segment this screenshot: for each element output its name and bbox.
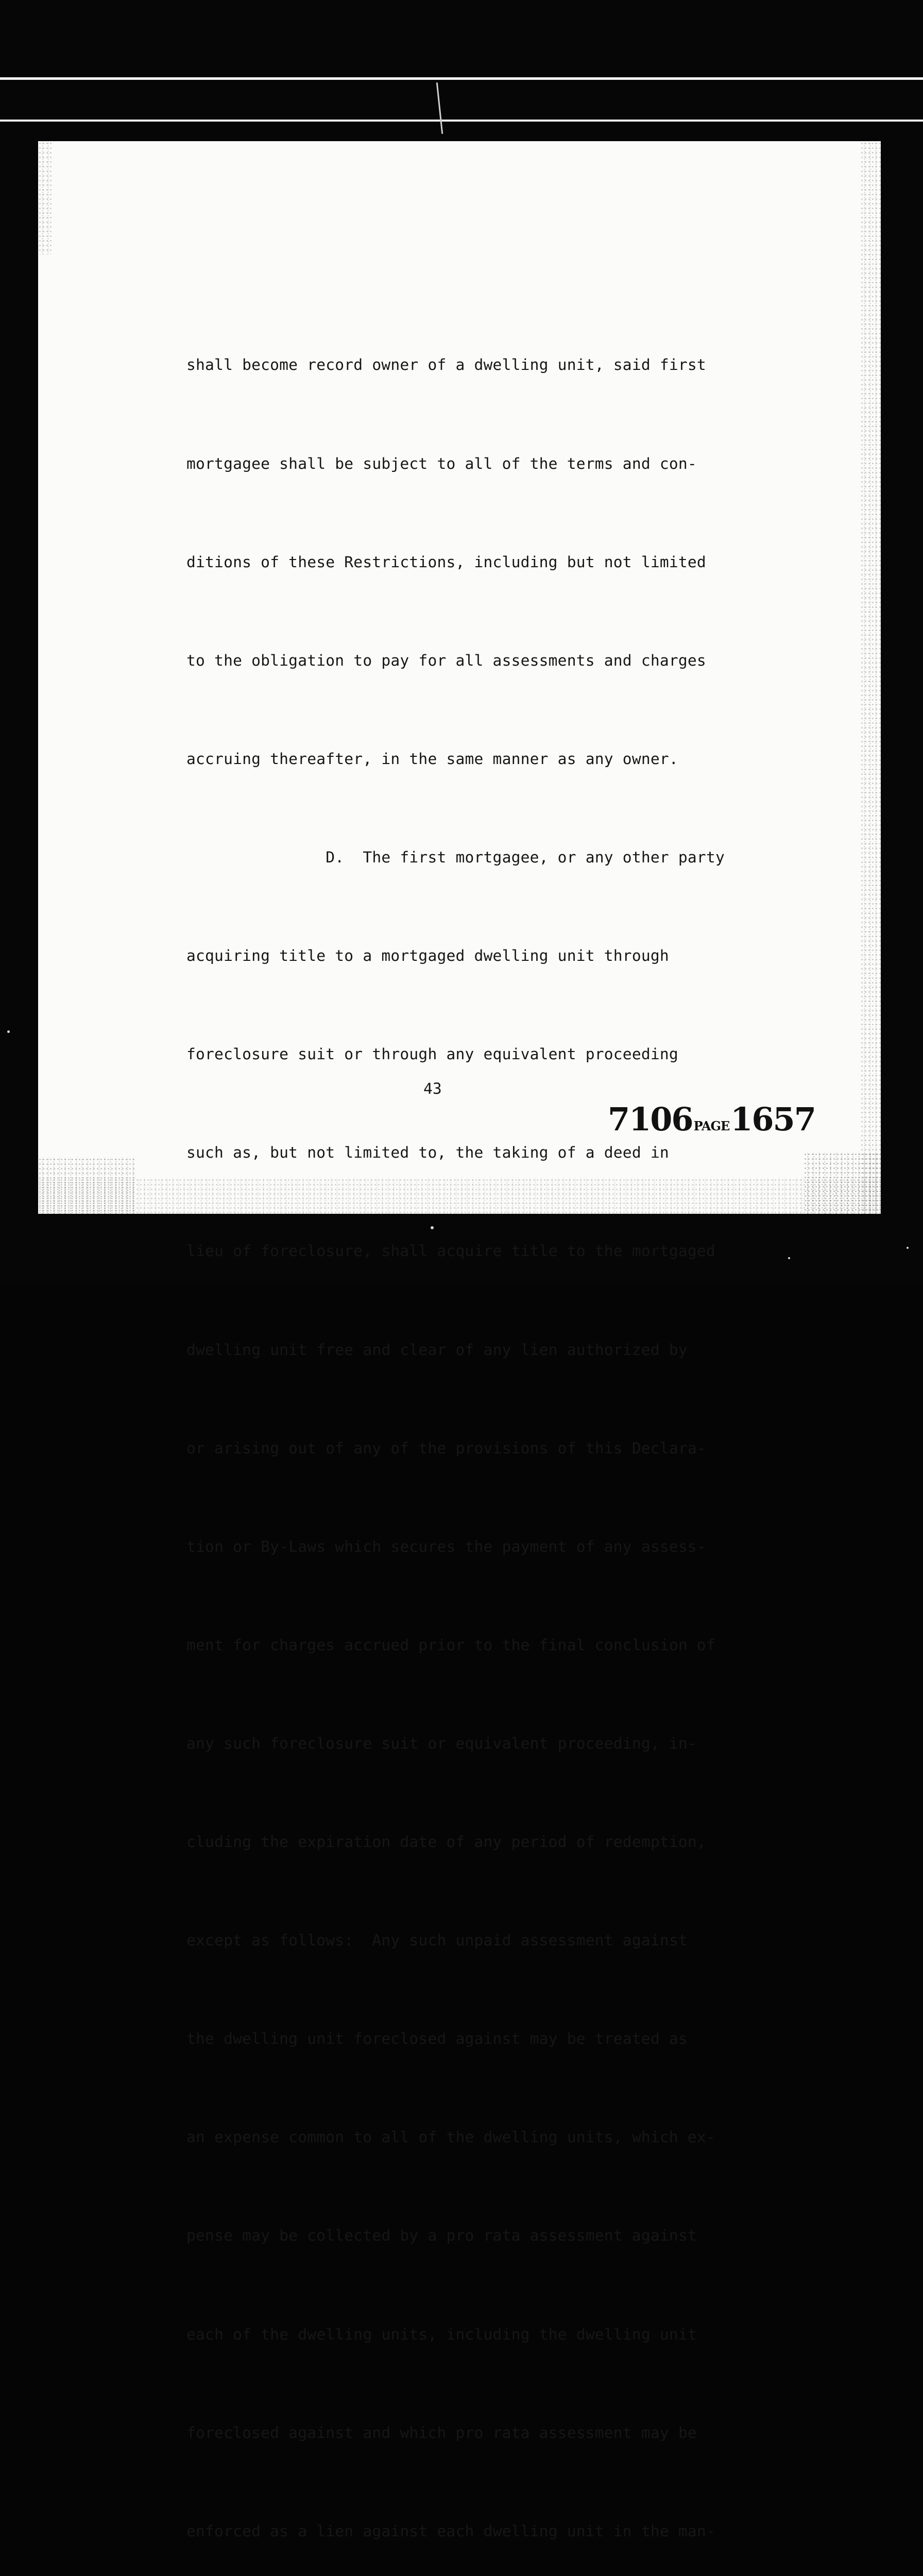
text-line: enforced as a lien against each dwelling unit in the man-: [186, 2522, 715, 2540]
scan-artifact: [436, 82, 443, 134]
text-line: tion or By-Laws which secures the payment of any assess-: [186, 1537, 706, 1555]
text-line: dwelling unit free and clear of any lien authorized by: [186, 1341, 688, 1359]
text-line: any such foreclosure suit or equivalent proceeding, in-: [186, 1734, 697, 1752]
text-line: such as, but not limited to, the taking of a deed in: [186, 1144, 669, 1162]
text-line: acquiring title to a mortgaged dwelling unit through: [186, 947, 669, 965]
text-line: accruing thereafter, in the same manner as any owner.: [186, 750, 678, 768]
text-line: the dwelling unit foreclosed against may be treated as: [186, 2030, 688, 2048]
scan-noise: [38, 1157, 136, 1214]
text-line: cluding the expiration date of any period of redemption,: [186, 1833, 706, 1851]
text-line: D. The first mortgagee, or any other party: [186, 848, 725, 866]
text-line: each of the dwelling units, including the dwelling unit: [186, 2325, 697, 2343]
text-line: to the obligation to pay for all assessments and charges: [186, 651, 706, 669]
text-line: pense may be collected by a pro rata assessment against: [186, 2227, 697, 2245]
page-number: 43: [423, 1080, 442, 1097]
scan-speck: [907, 1247, 909, 1249]
text-line: or arising out of any of the provisions of this Declara-: [186, 1439, 706, 1457]
scan-speck: [7, 1030, 10, 1033]
text-line: foreclosure suit or through any equivalent proceeding: [186, 1045, 678, 1063]
scan-noise: [38, 141, 52, 255]
recording-stamp: [608, 1100, 815, 1138]
stamp-page-number: 1657: [730, 1100, 815, 1138]
text-line: an expense common to all of the dwelling units, which ex-: [186, 2128, 715, 2146]
scan-noise: [860, 141, 881, 1214]
stamp-page-word: PAGE: [693, 1118, 730, 1133]
text-line: except as follows: Any such unpaid assessment against: [186, 1931, 688, 1950]
scan-noise: [804, 1152, 881, 1214]
text-line: lieu of foreclosure, shall acquire title to the mortgaged: [186, 1242, 715, 1260]
text-line: shall become record owner of a dwelling unit, said first: [186, 356, 706, 374]
text-line: ditions of these Restrictions, including but not limited: [186, 553, 706, 571]
document-page: [38, 141, 881, 2540]
stamp-book-number: 7106: [608, 1100, 693, 1138]
scan-border-line: [0, 77, 923, 80]
scan-border-line: [0, 120, 923, 122]
body-text: [186, 283, 794, 2576]
text-line: mortgagee shall be subject to all of the terms and con-: [186, 454, 697, 472]
text-line: ment for charges accrued prior to the final conclusion of: [186, 1636, 715, 1654]
text-line: foreclosed against and which pro rata assessment may be: [186, 2424, 697, 2442]
